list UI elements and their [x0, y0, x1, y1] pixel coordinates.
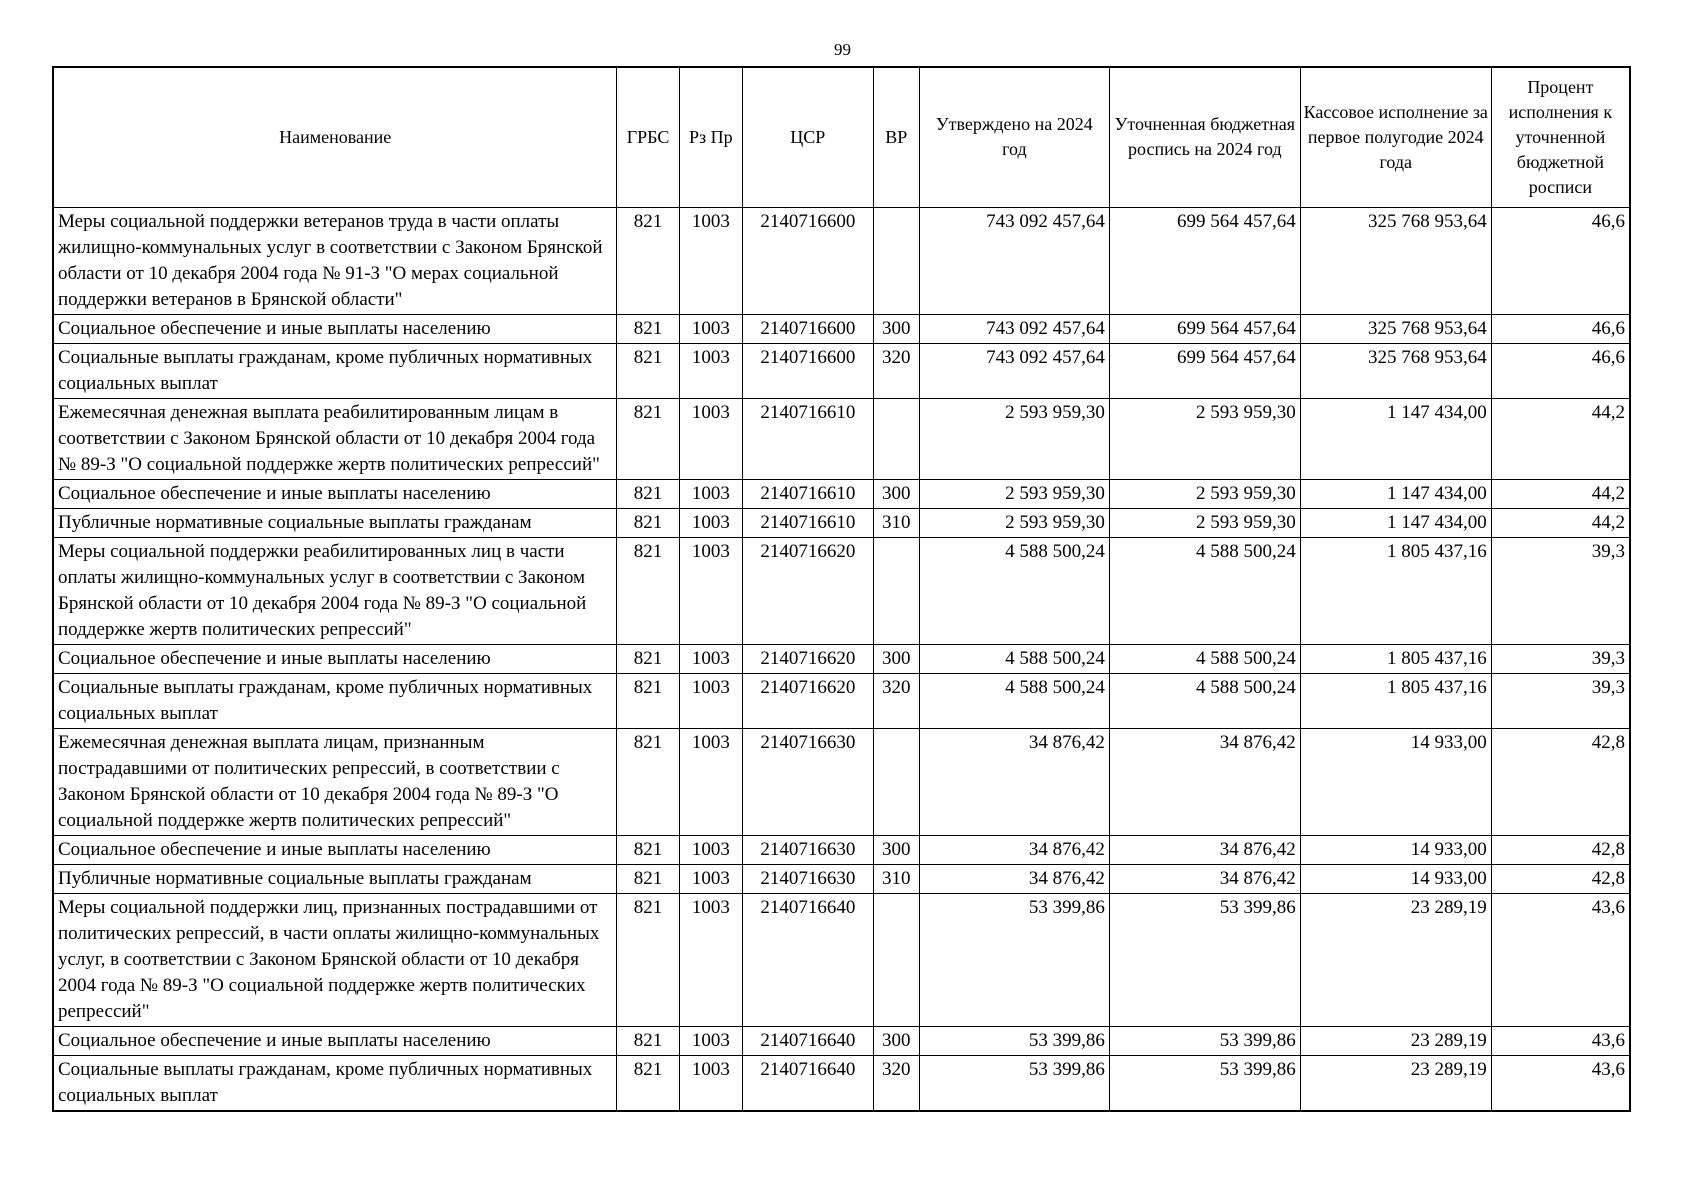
cell-approved: 2 593 959,30 [919, 479, 1109, 508]
cell-grbs: 821 [617, 207, 679, 314]
cell-rzpr: 1003 [679, 479, 742, 508]
cell-rzpr: 1003 [679, 508, 742, 537]
cell-rzpr: 1003 [679, 893, 742, 1026]
cell-revised: 699 564 457,64 [1109, 343, 1300, 398]
cell-vr: 310 [873, 864, 919, 893]
cell-executed: 325 768 953,64 [1300, 314, 1491, 343]
cell-csr: 2140716630 [742, 835, 873, 864]
cell-rzpr: 1003 [679, 673, 742, 728]
page-number: 99 [834, 40, 851, 59]
cell-percent: 46,6 [1491, 207, 1630, 314]
header-vr: ВР [873, 67, 919, 207]
cell-executed: 1 805 437,16 [1300, 644, 1491, 673]
cell-approved: 34 876,42 [919, 835, 1109, 864]
cell-grbs: 821 [617, 644, 679, 673]
cell-executed: 1 147 434,00 [1300, 508, 1491, 537]
cell-executed: 325 768 953,64 [1300, 343, 1491, 398]
cell-name: Социальные выплаты гражданам, кроме публичных нормативных социальных выплат [53, 673, 617, 728]
cell-approved: 743 092 457,64 [919, 314, 1109, 343]
cell-vr [873, 728, 919, 835]
cell-name: Меры социальной поддержки ветеранов труда в части оплаты жилищно-коммунальных услуг в соответствии с Законом Брянской области от 10 декабря 2004 года № 91-З "О мерах социальной поддержки ветеранов в Брянской области" [53, 207, 617, 314]
cell-executed: 23 289,19 [1300, 893, 1491, 1026]
cell-rzpr: 1003 [679, 398, 742, 479]
cell-grbs: 821 [617, 508, 679, 537]
cell-percent: 42,8 [1491, 835, 1630, 864]
cell-percent: 43,6 [1491, 1026, 1630, 1055]
cell-approved: 4 588 500,24 [919, 673, 1109, 728]
table-row [53, 864, 1630, 893]
header-csr: ЦСР [742, 67, 873, 207]
cell-revised: 4 588 500,24 [1109, 644, 1300, 673]
cell-approved: 4 588 500,24 [919, 644, 1109, 673]
cell-vr [873, 398, 919, 479]
cell-rzpr: 1003 [679, 1026, 742, 1055]
cell-percent: 42,8 [1491, 864, 1630, 893]
cell-revised: 53 399,86 [1109, 1055, 1300, 1111]
cell-name: Социальное обеспечение и иные выплаты населению [53, 835, 617, 864]
cell-percent: 44,2 [1491, 508, 1630, 537]
cell-percent: 39,3 [1491, 644, 1630, 673]
table-row [53, 314, 1630, 343]
cell-vr: 300 [873, 835, 919, 864]
cell-vr [873, 893, 919, 1026]
cell-approved: 34 876,42 [919, 864, 1109, 893]
cell-percent: 42,8 [1491, 728, 1630, 835]
cell-executed: 14 933,00 [1300, 864, 1491, 893]
table-body [53, 207, 1630, 1111]
cell-vr: 320 [873, 673, 919, 728]
cell-executed: 1 147 434,00 [1300, 479, 1491, 508]
cell-executed: 23 289,19 [1300, 1026, 1491, 1055]
cell-percent: 46,6 [1491, 314, 1630, 343]
cell-approved: 2 593 959,30 [919, 398, 1109, 479]
cell-csr: 2140716600 [742, 207, 873, 314]
header-grbs: ГРБС [617, 67, 679, 207]
cell-vr [873, 207, 919, 314]
cell-vr: 320 [873, 1055, 919, 1111]
cell-name: Социальные выплаты гражданам, кроме публичных нормативных социальных выплат [53, 1055, 617, 1111]
cell-executed: 1 147 434,00 [1300, 398, 1491, 479]
cell-vr: 320 [873, 343, 919, 398]
cell-revised: 34 876,42 [1109, 864, 1300, 893]
table-row [53, 1026, 1630, 1055]
cell-csr: 2140716620 [742, 673, 873, 728]
cell-executed: 1 805 437,16 [1300, 673, 1491, 728]
cell-vr [873, 537, 919, 644]
cell-revised: 2 593 959,30 [1109, 508, 1300, 537]
cell-approved: 53 399,86 [919, 893, 1109, 1026]
cell-csr: 2140716610 [742, 479, 873, 508]
cell-name: Ежемесячная денежная выплата лицам, признанным пострадавшими от политических репрессий, в соответствии с Законом Брянской области от 10 декабря 2004 года № 89-З "О социальной поддержке жертв политических репрессий" [53, 728, 617, 835]
header-revised: Уточненная бюджетная роспись на 2024 год [1109, 67, 1300, 207]
cell-name: Социальное обеспечение и иные выплаты населению [53, 644, 617, 673]
cell-name: Социальное обеспечение и иные выплаты населению [53, 314, 617, 343]
table-row [53, 893, 1630, 1026]
table-row [53, 537, 1630, 644]
cell-grbs: 821 [617, 1055, 679, 1111]
cell-percent: 43,6 [1491, 893, 1630, 1026]
cell-percent: 44,2 [1491, 479, 1630, 508]
table-row [53, 835, 1630, 864]
cell-vr: 300 [873, 1026, 919, 1055]
cell-grbs: 821 [617, 398, 679, 479]
cell-approved: 2 593 959,30 [919, 508, 1109, 537]
cell-revised: 4 588 500,24 [1109, 537, 1300, 644]
table-row [53, 207, 1630, 314]
cell-approved: 743 092 457,64 [919, 207, 1109, 314]
cell-vr: 310 [873, 508, 919, 537]
cell-csr: 2140716620 [742, 644, 873, 673]
cell-grbs: 821 [617, 728, 679, 835]
cell-executed: 14 933,00 [1300, 835, 1491, 864]
cell-percent: 39,3 [1491, 673, 1630, 728]
cell-grbs: 821 [617, 537, 679, 644]
cell-approved: 743 092 457,64 [919, 343, 1109, 398]
cell-approved: 53 399,86 [919, 1055, 1109, 1111]
cell-vr: 300 [873, 479, 919, 508]
cell-grbs: 821 [617, 1026, 679, 1055]
cell-percent: 46,6 [1491, 343, 1630, 398]
table-row [53, 398, 1630, 479]
cell-csr: 2140716600 [742, 343, 873, 398]
cell-executed: 14 933,00 [1300, 728, 1491, 835]
cell-name: Публичные нормативные социальные выплаты гражданам [53, 508, 617, 537]
cell-revised: 4 588 500,24 [1109, 673, 1300, 728]
header-executed: Кассовое исполнение за первое полугодие 2024 года [1300, 67, 1491, 207]
table-row [53, 1055, 1630, 1111]
cell-rzpr: 1003 [679, 537, 742, 644]
table-row [53, 644, 1630, 673]
header-percent: Процент исполнения к уточненной бюджетной росписи [1491, 67, 1630, 207]
cell-csr: 2140716600 [742, 314, 873, 343]
cell-csr: 2140716610 [742, 508, 873, 537]
cell-revised: 699 564 457,64 [1109, 314, 1300, 343]
cell-csr: 2140716630 [742, 864, 873, 893]
table-row [53, 508, 1630, 537]
cell-rzpr: 1003 [679, 1055, 742, 1111]
cell-percent: 43,6 [1491, 1055, 1630, 1111]
cell-percent: 44,2 [1491, 398, 1630, 479]
cell-revised: 2 593 959,30 [1109, 398, 1300, 479]
table-row [53, 343, 1630, 398]
header-rzpr: Рз Пр [679, 67, 742, 207]
cell-vr: 300 [873, 314, 919, 343]
cell-grbs: 821 [617, 893, 679, 1026]
cell-rzpr: 1003 [679, 207, 742, 314]
cell-csr: 2140716640 [742, 1026, 873, 1055]
cell-grbs: 821 [617, 343, 679, 398]
cell-name: Меры социальной поддержки реабилитированных лиц в части оплаты жилищно-коммунальных услуг в соответствии с Законом Брянской области от 10 декабря 2004 года № 89-З "О социальной поддержке жертв политических репрессий" [53, 537, 617, 644]
table-row [53, 479, 1630, 508]
cell-rzpr: 1003 [679, 728, 742, 835]
header-approved: Утверждено на 2024 год [919, 67, 1109, 207]
cell-csr: 2140716640 [742, 1055, 873, 1111]
cell-vr: 300 [873, 644, 919, 673]
cell-name: Меры социальной поддержки лиц, признанных пострадавшими от политических репрессий, в части оплаты жилищно-коммунальных услуг, в соответствии с Законом Брянской области от 10 декабря 2004 года № 89-З "О социальной поддержке жертв политических репрессий" [53, 893, 617, 1026]
cell-approved: 53 399,86 [919, 1026, 1109, 1055]
cell-rzpr: 1003 [679, 314, 742, 343]
cell-csr: 2140716640 [742, 893, 873, 1026]
cell-revised: 2 593 959,30 [1109, 479, 1300, 508]
cell-revised: 53 399,86 [1109, 1026, 1300, 1055]
cell-rzpr: 1003 [679, 835, 742, 864]
budget-table [52, 66, 1631, 1112]
cell-name: Ежемесячная денежная выплата реабилитированным лицам в соответствии с Законом Брянской области от 10 декабря 2004 года № 89-З "О социальной поддержке жертв политических репрессий" [53, 398, 617, 479]
cell-csr: 2140716610 [742, 398, 873, 479]
table-row [53, 728, 1630, 835]
cell-grbs: 821 [617, 835, 679, 864]
cell-grbs: 821 [617, 479, 679, 508]
cell-revised: 34 876,42 [1109, 728, 1300, 835]
cell-csr: 2140716620 [742, 537, 873, 644]
cell-csr: 2140716630 [742, 728, 873, 835]
cell-grbs: 821 [617, 864, 679, 893]
table-row [53, 673, 1630, 728]
cell-approved: 4 588 500,24 [919, 537, 1109, 644]
cell-executed: 23 289,19 [1300, 1055, 1491, 1111]
header-row [53, 67, 1630, 207]
cell-executed: 325 768 953,64 [1300, 207, 1491, 314]
cell-grbs: 821 [617, 314, 679, 343]
cell-rzpr: 1003 [679, 644, 742, 673]
cell-percent: 39,3 [1491, 537, 1630, 644]
cell-revised: 699 564 457,64 [1109, 207, 1300, 314]
cell-rzpr: 1003 [679, 864, 742, 893]
cell-name: Социальные выплаты гражданам, кроме публичных нормативных социальных выплат [53, 343, 617, 398]
cell-name: Социальное обеспечение и иные выплаты населению [53, 479, 617, 508]
cell-rzpr: 1003 [679, 343, 742, 398]
cell-name: Социальное обеспечение и иные выплаты населению [53, 1026, 617, 1055]
header-name: Наименование [53, 67, 617, 207]
cell-revised: 53 399,86 [1109, 893, 1300, 1026]
cell-approved: 34 876,42 [919, 728, 1109, 835]
cell-revised: 34 876,42 [1109, 835, 1300, 864]
cell-grbs: 821 [617, 673, 679, 728]
cell-name: Публичные нормативные социальные выплаты гражданам [53, 864, 617, 893]
cell-executed: 1 805 437,16 [1300, 537, 1491, 644]
